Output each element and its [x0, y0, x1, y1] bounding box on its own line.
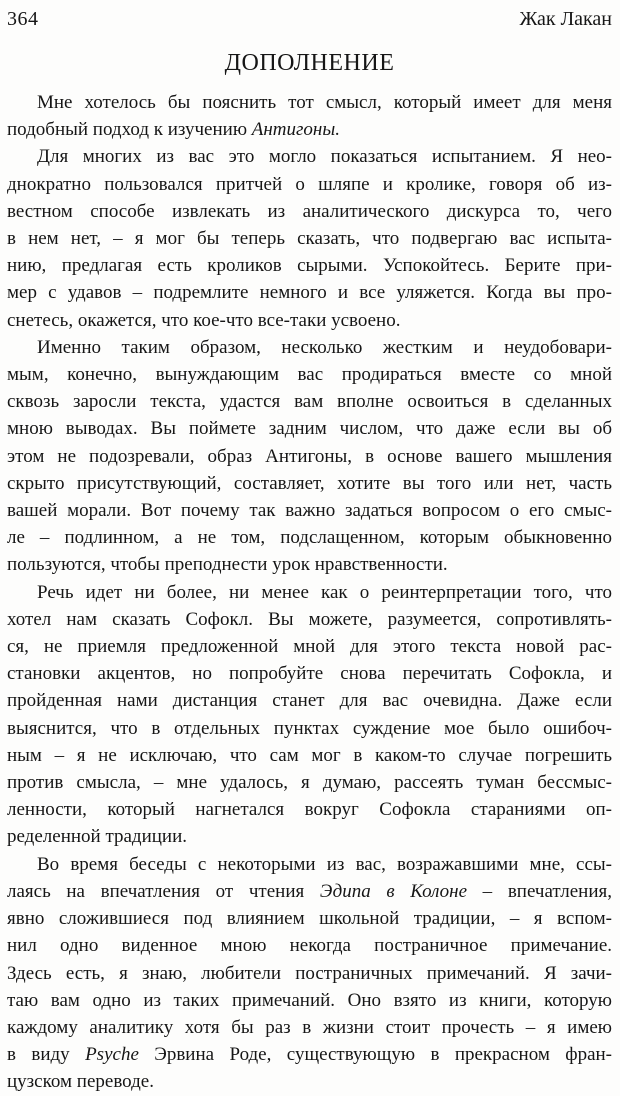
text-line: [7, 307, 612, 334]
text-run: выяснится, что в отдельных пунктах суждение мое было ошибоч-: [7, 717, 612, 739]
text-line: [7, 198, 612, 225]
text-run: вашей морали. Вот почему так важно задаться вопросом о его смыс-: [7, 500, 612, 522]
text-run: скрыто присутствующий, составляет, хотите вы того или нет, часть: [7, 472, 612, 494]
text-run: нил одно виденное мною некогда постраничное примечание.: [7, 935, 612, 957]
text-line: [7, 551, 612, 578]
text-run: цузском переводе.: [7, 1071, 154, 1093]
text-run: этом не подозревали, образ Антигоны, в основе вашего мышления: [7, 445, 612, 467]
text-line: [7, 687, 612, 714]
text-run: нию, предлагая есть кроликов сырыми. Успокойтесь. Берите при-: [7, 255, 612, 277]
text-line: [7, 252, 612, 279]
text-line: [7, 524, 612, 551]
text-line: [7, 715, 612, 742]
text-line: [7, 660, 612, 687]
italic-run: Эдипа в Колоне: [319, 880, 468, 902]
text-line: [7, 497, 612, 524]
text-line: [7, 851, 612, 878]
text-run: ным – я не исключаю, что сам мог в каком-то случае погрешить: [7, 744, 612, 766]
text-body: [7, 89, 612, 1096]
text-run: таю вам одно из таких примечаний. Оно взято из книги, которую: [7, 989, 612, 1011]
page-number: 364: [7, 8, 39, 30]
text-line: [7, 1014, 612, 1041]
text-run: мер с удавов – подремлите немного и все уляжется. Когда вы про-: [7, 282, 612, 304]
text-line: [7, 225, 612, 252]
paragraph: [7, 143, 612, 333]
section-title: ДОПОЛНЕНИЕ: [224, 50, 395, 76]
text-run: лаясь на впечатления от чтения: [7, 880, 320, 902]
text-run: хотел нам сказать Софокл. Вы можете, разумеется, сопротивлять-: [7, 608, 612, 630]
text-run: в виду: [7, 1044, 86, 1066]
text-run: днократно пользовался притчей о шляпе и кролике, говоря об из-: [7, 173, 612, 195]
text-line: [7, 1068, 612, 1095]
paragraph: [7, 579, 612, 851]
text-run: Здесь есть, я знаю, любители постраничных примечаний. Я зачи-: [7, 962, 612, 984]
text-line: [7, 932, 612, 959]
paragraph: [7, 89, 612, 143]
text-line: [7, 143, 612, 170]
text-run: Во время беседы с некоторыми из вас, возражавшими мне, ссы-: [37, 853, 612, 875]
text-line: [7, 1041, 612, 1068]
text-line: [7, 987, 612, 1014]
text-line: [7, 633, 612, 660]
text-run: сквозь заросли текста, удастся вам вполне освоиться в сделанных: [7, 391, 612, 413]
text-run: снетесь, окажется, что кое-что все-таки усвоено.: [7, 309, 401, 331]
text-line: [7, 769, 612, 796]
text-run: пройденная нами дистанция станет для вас очевидна. Даже если: [7, 690, 612, 712]
text-line: [7, 905, 612, 932]
text-line: [7, 415, 612, 442]
text-line: [7, 388, 612, 415]
text-run: каждому аналитику хотя бы раз в жизни стоит прочесть – я имею: [7, 1016, 612, 1038]
text-line: [7, 89, 612, 116]
text-run: ределенной традиции.: [7, 826, 188, 848]
text-run: вестном способе извлекать из аналитического дискурса то, чего: [7, 200, 612, 222]
text-run: ленности, который нагнетался вокруг Софокла стараниями оп-: [7, 799, 612, 821]
text-run: в нем нет, – я мог бы теперь сказать, что подвергаю вас испыта-: [7, 228, 612, 250]
text-run: – впечатления,: [467, 880, 612, 902]
text-line: [7, 116, 612, 143]
text-run: ле – подлинном, а не том, подслащенном, которым обыкновенно: [7, 527, 612, 549]
text-run: против смысла, – мне удалось, я думаю, рассеять туман бессмыс-: [7, 772, 612, 794]
text-run: мым, конечно, вынуждающим вас продираться вместе со мной: [7, 364, 612, 386]
italic-run: Антигоны.: [251, 119, 340, 141]
text-line: [7, 823, 612, 850]
italic-run: Psyche: [85, 1044, 139, 1066]
text-line: [7, 334, 612, 361]
running-title: Жак Лакан: [519, 8, 612, 30]
text-run: пользуются, чтобы преподнести урок нравственности.: [7, 554, 448, 576]
text-run: явно сложившиеся под влиянием школьной традиции, – я вспом-: [7, 908, 612, 930]
paragraph: [7, 851, 612, 1096]
text-line: [7, 470, 612, 497]
page-header: [7, 7, 612, 31]
text-line: [7, 878, 612, 905]
text-line: [7, 742, 612, 769]
text-line: [7, 171, 612, 198]
text-run: Мне хотелось бы пояснить тот смысл, который имеет для меня: [37, 92, 612, 113]
text-run: Для многих из вас это могло показаться испытанием. Я нео-: [37, 146, 612, 168]
text-run: ся, не приемля предложенной мной для этого текста новой рас-: [7, 636, 612, 658]
text-line: [7, 579, 612, 606]
text-line: [7, 279, 612, 306]
text-run: подобный подход к изучению: [7, 119, 252, 141]
text-run: мною выводах. Вы поймете задним числом, что даже если вы об: [7, 418, 612, 440]
paragraph: [7, 334, 612, 579]
text-run: Именно таким образом, несколько жестким и неудобовари-: [37, 336, 612, 358]
text-run: становки акцентов, но попробуйте снова перечитать Софокла, и: [7, 663, 612, 685]
text-run: Эрвина Роде, существующую в прекрасном фран-: [138, 1044, 612, 1066]
text-line: [7, 796, 612, 823]
text-line: [7, 606, 612, 633]
text-line: [7, 443, 612, 470]
text-line: [7, 361, 612, 388]
text-line: [7, 960, 612, 987]
text-run: Речь идет ни более, ни менее как о реинтерпретации того, что: [37, 581, 612, 603]
